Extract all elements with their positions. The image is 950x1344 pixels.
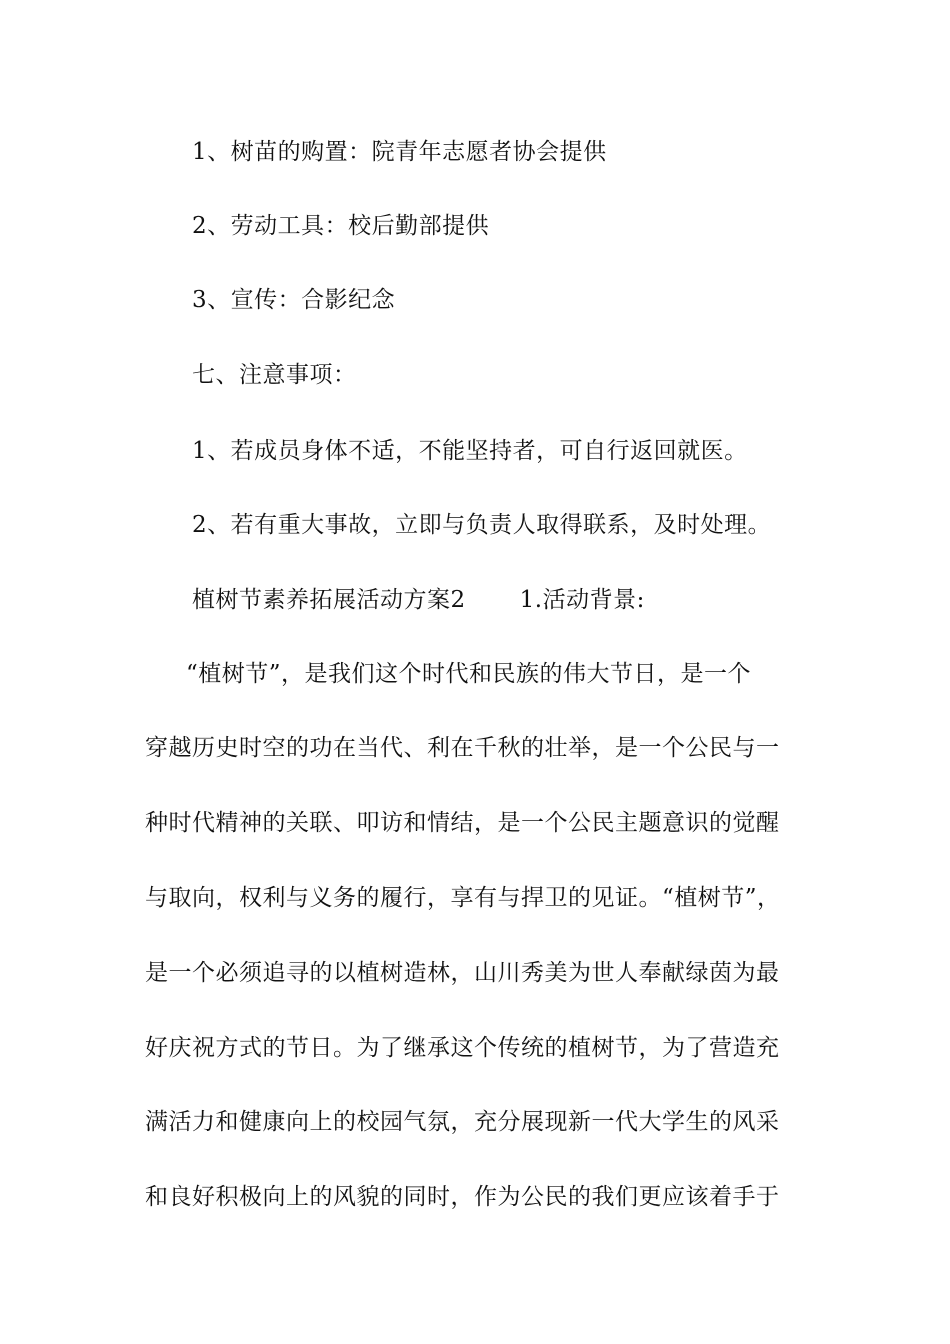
paragraph-line: 好庆祝方式的节日。为了继承这个传统的植树节，为了营造充	[145, 1035, 780, 1061]
paragraph-line: “植树节”，是我们这个时代和民族的伟大节日，是一个	[186, 661, 752, 687]
paragraph-line: 种时代精神的关联、叩访和情结，是一个公民主题意识的觉醒	[145, 810, 780, 836]
paragraph-line: 穿越历史时空的功在当代、利在千秋的壮举，是一个公民与一	[145, 735, 780, 761]
section-heading: 七、注意事项：	[192, 362, 357, 388]
list-item: 2、劳动工具：校后勤部提供	[192, 213, 490, 239]
plan-title: 植树节素养拓展活动方案2	[192, 587, 466, 613]
paragraph-line: 是一个必须追寻的以植树造林，山川秀美为世人奉献绿茵为最	[145, 960, 780, 986]
paragraph-line: 和良好积极向上的风貌的同时，作为公民的我们更应该着手于	[145, 1184, 780, 1210]
list-item: 1、若成员身体不适，不能坚持者，可自行返回就医。	[192, 438, 748, 464]
list-item: 2、若有重大事故，立即与负责人取得联系，及时处理。	[192, 512, 772, 538]
plan-title-line	[192, 585, 645, 615]
list-item: 1、树苗的购置：院青年志愿者协会提供	[192, 139, 607, 165]
background-heading: 1.活动背景:	[519, 587, 645, 613]
list-item: 3、宣传：合影纪念	[192, 287, 396, 313]
paragraph-line: 与取向，权利与义务的履行，享有与捍卫的见证。“植树节”，	[145, 885, 781, 911]
paragraph-line: 满活力和健康向上的校园气氛，充分展现新一代大学生的风采	[145, 1109, 780, 1135]
